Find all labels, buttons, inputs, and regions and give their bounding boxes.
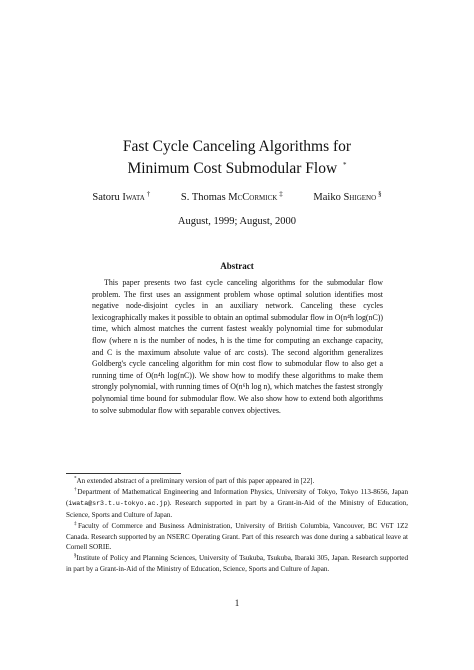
footnote-text: Department of Mathematical Engineering and Information Physics, University of Tokyo, Tokyo 113-8656, Japan ( [66,488,408,507]
footnote-text-continued: ). Research supported in part by a Grant-in-Aid of the Ministry of Education, Science, Sports and Culture of Japan. [66,498,408,519]
author-family-name: McCormick [228,192,278,203]
footnote-mccormick [66,521,408,553]
title-line-2-text: Minimum Cost Submodular Flow [127,160,338,177]
author-mccormick [180,189,283,203]
title-footnote-mark: * [343,160,347,169]
author-footnote-mark: † [146,189,151,198]
footnote-text: Faculty of Commerce and Business Administration, University of British Columbia, Vancouver, BC V6T 1Z2 Canada. Research supported by an NSERC Operating Grant. Part of this research was done during a sabbatical leave at Cornell SORIE. [66,521,409,552]
footnotes [66,476,408,575]
footnote-text: Institute of Policy and Planning Sciences, University of Tsukuba, Tsukuba, Ibaraki 305, Japan. Research supported in part by a Grant-in-Aid of the Ministry of Education, Science, Sports and Culture of Japan. [66,554,408,574]
author-given-name: S. Thomas [180,192,226,203]
author-footnote-mark: § [378,189,382,198]
author-given-name: Satoru [92,192,120,203]
page-number: 1 [234,598,240,608]
author-family-name: Iwata [122,192,145,203]
title-line-1: Fast Cycle Canceling Algorithms for [122,138,352,155]
footnote-mark: † [74,487,78,493]
footnote-rule [66,473,181,474]
author-footnote-mark: ‡ [279,189,283,198]
paper-title [0,136,474,180]
author-email: iwata@sr3.t.u-tokyo.ac.jp [68,499,168,507]
author-list [0,189,474,203]
author-given-name: Maiko [313,192,341,203]
author-iwata [92,189,151,203]
footnote-iwata [66,487,408,520]
footnote-shigeno [66,553,408,574]
author-family-name: Shigeno [343,192,377,203]
abstract-text: This paper presents two fast cycle canceling algorithms for the submodular flow problem. The first uses an assignment problem whose optimal solution identifies most negative node-disjoint cycles in an auxiliary network. Canceling these cycles lexicographically makes it possible to obtain an optimal submodular flow in O(n⁴h log(nC)) time, which almost matches the current fastest weakly polynomial time for submodular flow (where n is the number of nodes, h is the time for computing an exchange capacity, and C is the maximum absolute value of arc costs). The second algorithm generalizes Goldberg's cycle canceling algorithm for min cost flow to submodular flow to also get a running time of O(n⁴h log(nC)). We show how to modify these algorithms to make them strongly polynomial, with running times of O(n⁶h log n), which matches the fastest strongly polynomial time bound for submodular flow. We also show how to extend both algorithms to solve submodular flow with separable convex objectives. [92,278,383,415]
footnote-mark: * [74,476,77,482]
author-shigeno [313,189,382,203]
footnote-mark: § [74,554,77,560]
footnote-title [66,476,408,487]
paper-date: August, 1999; August, 2000 [177,216,297,227]
title-line-2 [0,158,474,180]
footnote-mark: ‡ [74,521,78,527]
footnote-text: An extended abstract of a preliminary version of part of this paper appeared in [22]. [76,477,315,485]
abstract-heading: Abstract [220,261,254,271]
